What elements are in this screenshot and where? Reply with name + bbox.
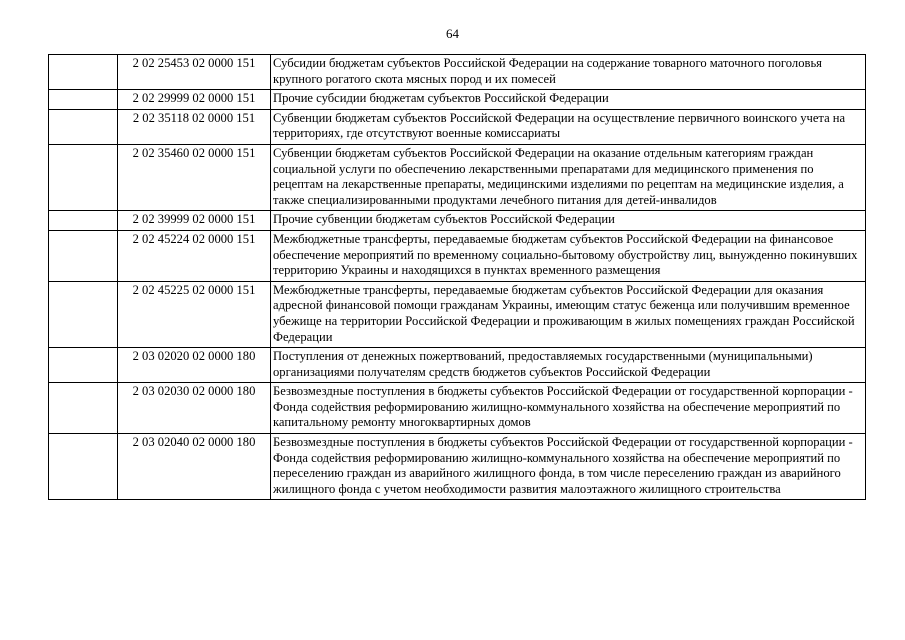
table-row (49, 109, 866, 144)
name-cell: Поступления от денежных пожертвований, предоставляемых государственными (муниципальными) организациями получателям средств бюджетов субъектов Российской Федерации (271, 348, 866, 383)
code-cell: 2 02 45224 02 0000 151 (118, 230, 271, 281)
admin-cell (49, 383, 118, 434)
table-row (49, 230, 866, 281)
code-cell: 2 02 35118 02 0000 151 (118, 109, 271, 144)
admin-cell (49, 144, 118, 210)
name-cell: Прочие субвенции бюджетам субъектов Российской Федерации (271, 211, 866, 231)
table-row (49, 55, 866, 90)
name-cell: Субвенции бюджетам субъектов Российской Федерации на осуществление первичного воинского учета на территориях, где отсутствуют военные комиссариаты (271, 109, 866, 144)
table-row (49, 434, 866, 500)
admin-cell (49, 348, 118, 383)
table-row (49, 90, 866, 110)
table-row (49, 144, 866, 210)
page-number: 64 (446, 26, 459, 41)
code-cell: 2 03 02020 02 0000 180 (118, 348, 271, 383)
code-cell: 2 02 35460 02 0000 151 (118, 144, 271, 210)
admin-cell (49, 211, 118, 231)
table-body (49, 55, 866, 500)
table-row (49, 211, 866, 231)
admin-cell (49, 90, 118, 110)
code-cell: 2 02 25453 02 0000 151 (118, 55, 271, 90)
name-cell: Межбюджетные трансферты, передаваемые бюджетам субъектов Российской Федерации на финансовое обеспечение мероприятий по временному социально-бытовому обустройству лиц, вынужденно покинувших территорию Украины и находящихся в пунктах временного размещения (271, 230, 866, 281)
admin-cell (49, 109, 118, 144)
admin-cell (49, 281, 118, 347)
name-cell: Прочие субсидии бюджетам субъектов Российской Федерации (271, 90, 866, 110)
name-cell: Межбюджетные трансферты, передаваемые бюджетам субъектов Российской Федерации для оказания адресной финансовой помощи гражданам Украины, имеющим статус беженца или получившим временное убежище на территории Российской Федерации и проживающим в жилых помещениях граждан Российской Федерации (271, 281, 866, 347)
code-cell: 2 03 02040 02 0000 180 (118, 434, 271, 500)
admin-cell (49, 55, 118, 90)
admin-cell (49, 230, 118, 281)
table-row (49, 383, 866, 434)
revenue-code-table (48, 54, 866, 500)
table-row (49, 281, 866, 347)
table-row (49, 348, 866, 383)
code-cell: 2 03 02030 02 0000 180 (118, 383, 271, 434)
name-cell: Субвенции бюджетам субъектов Российской Федерации на оказание отдельным категориям граждан социальной услуги по обеспечению лекарственными препаратами для медицинского применения по рецептам на лекарственные препараты, медицинскими изделиями по рецептам на медицинские изделия, а также специализированными продуктами лечебного питания для детей-инвалидов (271, 144, 866, 210)
code-cell: 2 02 39999 02 0000 151 (118, 211, 271, 231)
name-cell: Субсидии бюджетам субъектов Российской Федерации на содержание товарного маточного поголовья крупного рогатого скота мясных пород и их помесей (271, 55, 866, 90)
name-cell: Безвозмездные поступления в бюджеты субъектов Российской Федерации от государственной корпорации - Фонда содействия реформированию жилищно-коммунального хозяйства на обеспечение мероприятий по капитальному ремонту многоквартирных домов (271, 383, 866, 434)
code-cell: 2 02 45225 02 0000 151 (118, 281, 271, 347)
name-cell: Безвозмездные поступления в бюджеты субъектов Российской Федерации от государственной корпорации - Фонда содействия реформированию жилищно-коммунального хозяйства на обеспечение мероприятий по переселению граждан из аварийного жилищного фонда, в том числе переселению граждан из аварийного жилищного фонда с учетом необходимости развития малоэтажного жилищного строительства (271, 434, 866, 500)
admin-cell (49, 434, 118, 500)
code-cell: 2 02 29999 02 0000 151 (118, 90, 271, 110)
